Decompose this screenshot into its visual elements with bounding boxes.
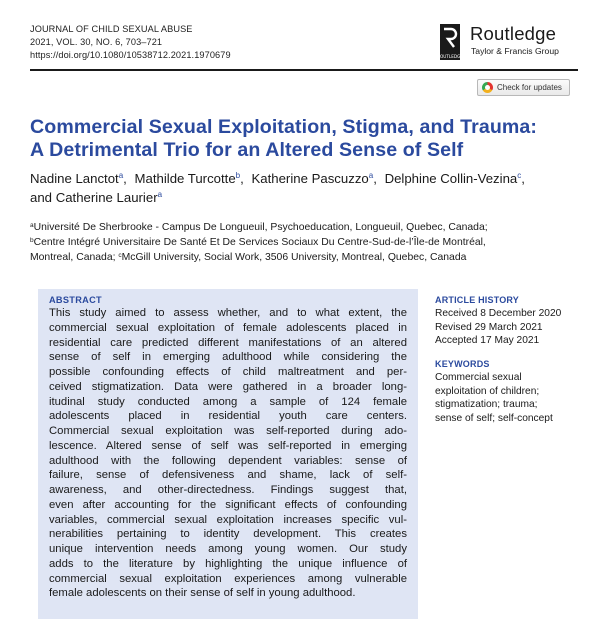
title-line-1: Commercial Sexual Exploitation, Stigma, and Trauma: [30,116,538,138]
author-affiliation-mark: b [235,171,241,180]
affiliation-c: McGill University, Social Work, 3506 University, Montreal, Quebec, Canada [121,252,467,263]
abstract-line: adds to the literature by highlighting the unique influence of [49,557,407,570]
title-line-2: A Detrimental Trio for an Altered Sense of Self [30,139,464,161]
accepted-date: Accepted 17 May 2021 [435,335,540,346]
publisher-logo [438,22,578,62]
abstract-heading: ABSTRACT [49,295,102,305]
revised-date: Revised 29 March 2021 [435,321,543,333]
logo-wordmark: ROUTLEDGE [437,54,463,59]
abstract-text [49,306,407,601]
affiliation-b: Centre Intégré Universitaire De Santé Et De Services Sociaux Du Centre-Sud-de-l’Île-de Montréal, [33,237,486,248]
article-history [435,295,595,348]
abstract-line: residential care predicted different manifestations of an altered [49,336,407,349]
journal-citation: 2021, VOL. 30, NO. 6, 703–721 [30,37,163,47]
abstract-line: awareness, and other-directedness. Findings suggest that, [49,484,407,496]
abstract-line: even after accounting for the significant effects of confounding [49,498,407,511]
author-name[interactable]: Delphine Collin-Vezina [384,171,518,186]
author-joiner: and [30,190,53,205]
keywords-list [435,371,595,425]
author-name[interactable]: Katherine Pascuzzo [251,171,369,186]
keywords-heading: KEYWORDS [435,359,490,369]
article-history-heading: ARTICLE HISTORY [435,295,520,305]
keyword-line: Commercial sexual [435,372,522,383]
author-affiliation-mark: a [157,190,163,199]
author-affiliation-mark: c [517,171,522,180]
author-name[interactable]: Nadine Lanctot [30,171,119,186]
keyword-line: stigmatization; trauma; [435,399,538,410]
header-rule [30,69,578,71]
abstract-line: Commercial sexual exploitation was self-reported during ado- [49,425,407,437]
routledge-logo-icon [437,24,463,60]
abstract-line: sense of self in emerging adulthood while considering the [49,351,407,364]
journal-header [30,23,231,62]
affiliation-mark: a [30,222,34,229]
abstract-line: female adolescents on their sense of self in young adulthood. [49,587,356,600]
check-updates-label: Check for updates [497,83,562,92]
journal-name: JOURNAL OF CHILD SEXUAL ABUSE [30,24,193,34]
affiliation-mark: b [30,237,34,244]
publisher-name: Routledge [470,23,557,44]
author-name[interactable]: Catherine Laurier [55,190,158,205]
author-affiliation-mark: a [118,171,124,180]
abstract-line: nerabilities pertaining to identity development. This creates [49,528,407,541]
abstract-line: lescence. Altered sense of self was self-reported in emerging [49,439,407,452]
received-date: Received 8 December 2020 [435,308,562,319]
abstract-box [38,289,418,619]
affiliation-mark: c [118,252,122,259]
abstract-line: This study aimed to assess whether, and to what extent, the [49,307,407,319]
affiliation-a: Université De Sherbrooke - Campus De Longueuil, Psychoeducation, Longueuil, Quebec, Canada; [33,222,488,233]
keyword-line: sense of self; self-concept [435,412,553,424]
check-updates-button[interactable] [477,79,570,96]
abstract-line: variables, commercial sexual exploitation increases specific vul- [49,513,407,526]
abstract-line: unique intervention needs among young women. Our study [49,543,407,555]
abstract-line: ceived stigmatization. Data were gathered in a broader long- [49,380,407,393]
crossmark-icon [482,82,493,93]
abstract-line: itudinal study conducted among a sample of 124 female [49,395,407,408]
author-affiliation-mark: a [368,171,374,180]
journal-doi[interactable]: https://doi.org/10.1080/10538712.2021.1970679 [30,50,231,60]
article-title [30,116,578,162]
abstract-line: commercial sexual exploitation experiences among vulnerable [49,572,407,585]
affiliations [30,220,590,265]
publisher-group: Taylor & Francis Group [471,46,559,56]
author-name[interactable]: Mathilde Turcotte [134,171,236,186]
abstract-line: adulthood with the following dependent variables: sense of [49,454,407,467]
abstract-line: adolescents placed in residential youth care centers. [49,410,407,423]
abstract-line: commercial sexual exploitation of female adolescents placed in [49,321,407,334]
keywords [435,359,595,425]
affiliation-b-cont: Montreal, Canada; [30,252,116,263]
keyword-line: exploitation of children; [435,385,540,397]
abstract-line: failure, sense of defensiveness and shame, lack of self- [49,469,407,482]
abstract-line: possible confounding effects of child maltreatment and per- [49,366,407,378]
author-list: Nadine Lanctot$^a$, Mathilde Turcotte$^b$, Katherine Pascuzzo$^a$, Delphine Collin-Vezina$^c$, and Catherine Laurier$^a$ [30,171,525,205]
